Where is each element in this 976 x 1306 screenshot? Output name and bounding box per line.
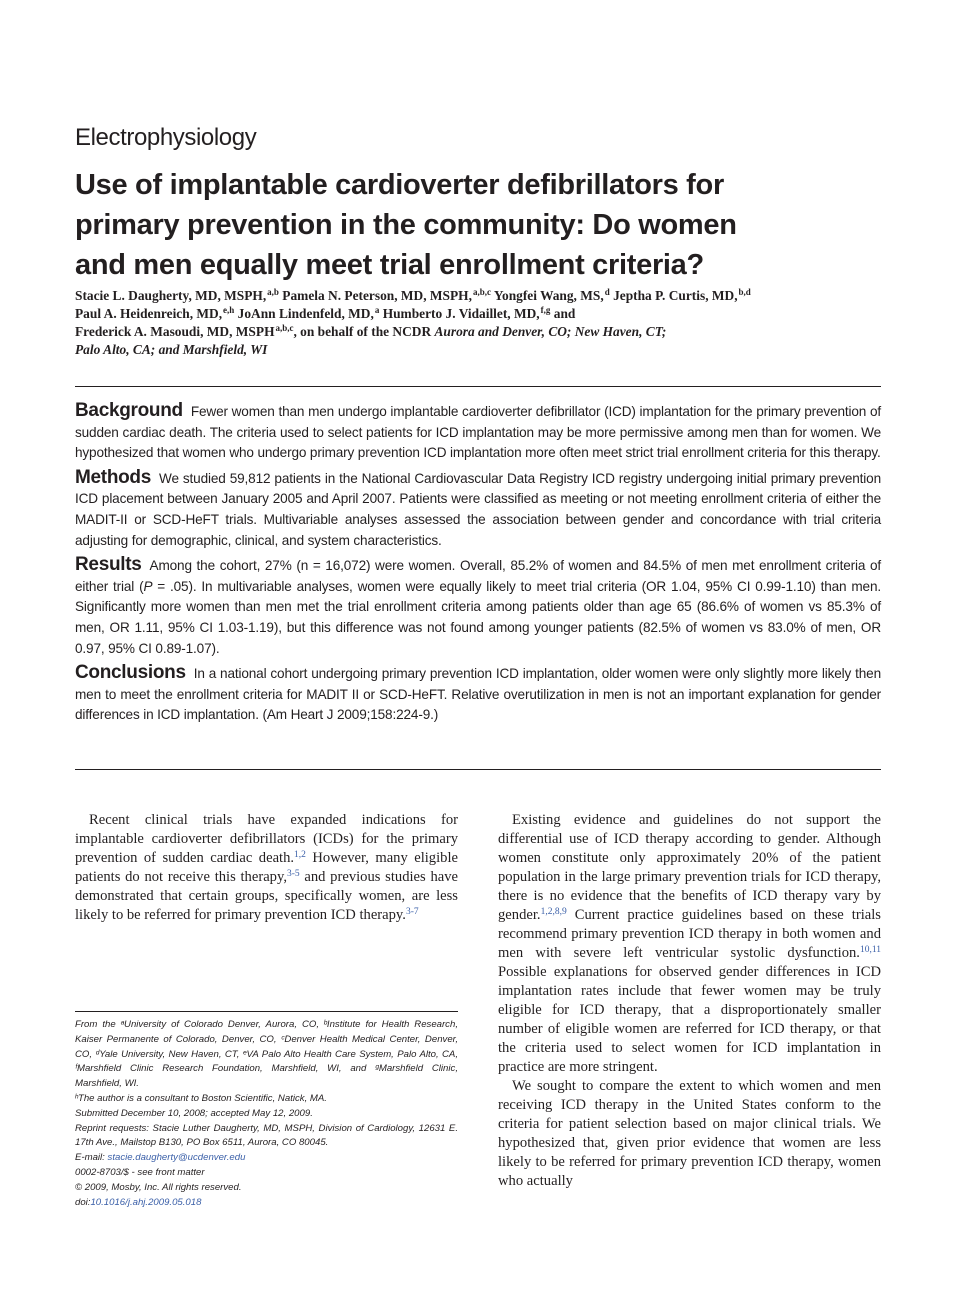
affiliation-sup: e,h [223,305,235,315]
author-name: Pamela N. Peterson, MD, MSPH, [282,288,472,303]
author-list [75,287,895,359]
section-label: Electrophysiology [75,124,257,151]
abstract-divider [75,769,881,770]
footnote-copyright: © 2009, Mosby, Inc. All rights reserved. [75,1181,242,1193]
abstract [75,401,881,730]
affiliation-sup: a [374,305,380,315]
author-name: Jeptha P. Curtis, MD, [613,288,738,303]
group-credit: , on behalf of the NCDR [293,324,432,339]
author-name: Frederick A. Masoudi, MD, MSPH [75,324,275,339]
abstract-text: We studied 59,812 patients in the National Cardiovascular Data Registry ICD registry undergoing initial primary prevention ICD placement between January 2005 and April 2007. Patients were classified as meeting or not meeting enrollment criteria of either the MADIT-II or SCD-HeFT trials. Multivariable analyses assessed the association between gender and concordance with trial criteria adjusting for demographic, clinical, and system characteristics. [75,470,881,548]
title-line: Use of implantable cardioverter defibrillators for [75,169,724,201]
abstract-heading: Methods [75,466,152,488]
author-name: JoAnn Lindenfeld, MD, [237,306,374,321]
top-divider [75,386,881,387]
footnote-issn: 0002-8703/$ - see front matter [75,1166,205,1178]
affiliation-sup: b,d [738,287,751,297]
abstract-heading: Conclusions [75,662,186,684]
abstract-text: = .05). In multivariable analyses, women were equally likely to meet trial criteria (OR 1.04, 95% CI 0.99-1.10) than men. Significantly more women than men met the trial enrollment criteria among patients older than age 65 (86.6% of women vs 85.3% of men, OR 1.11, 95% CI 1.03-1.19), but this difference was not found among younger patients (82.5% of women vs 83.0% of men, OR 0.97, 95% CI 0.89-1.07). [75,578,882,656]
footnote-email [75,1151,458,1166]
author-name: Yongfei Wang, MS, [493,288,604,303]
affiliation-sup: d [604,287,610,297]
affiliation-sup: a,b [267,287,279,297]
author-conjunction: and [553,306,576,321]
body-paragraph [498,811,881,1077]
citation-link[interactable]: 1,2 [294,850,306,860]
footnote-consultant: ʰThe author is a consultant to Boston Scientific, Natick, MA. [75,1092,327,1104]
body-text: Possible explanations for observed gender differences in ICD implantation rates include that fewer women may be truly eligible for ICD therapy, that a disproportionately smaller number of eligible women are referred for ICD therapy, or that the criteria used to select women for ICD implantation in practice are more stringent. [498,964,881,1075]
body-paragraph [75,811,458,925]
footnote-doi [75,1196,458,1211]
author-locations: Aurora and Denver, CO; New Haven, CT; [434,324,667,339]
abstract-methods [75,468,881,551]
abstract-text: Among the cohort, 27% (n = 16,072) were women. Overall, 85.2% of women and 84.5% of men met enrollment criteria of either trial ( [75,558,881,594]
email-link[interactable]: stacie.daugherty@ucdenver.edu [107,1152,246,1164]
citation-link[interactable]: 1,2,8,9 [540,907,567,917]
citation-link[interactable]: 10,11 [859,945,881,955]
title-line: and men equally meet trial enrollment criteria? [75,249,704,281]
body-text: However, many eligible patients do not receive this therapy, [75,850,458,885]
doi-link[interactable]: 10.1016/j.ahj.2009.05.018 [90,1196,202,1208]
footnotes [75,1018,458,1210]
abstract-results [75,555,881,659]
article-title [75,165,895,285]
citation-link[interactable]: 3-7 [405,907,419,917]
body-column-right [498,811,881,1191]
abstract-background [75,401,881,464]
affiliation-sup: a,b,c [472,287,491,297]
affiliation-sup: a,b,c [275,323,294,333]
abstract-text: In a national cohort undergoing primary prevention ICD implantation, older women were only slightly more likely then men to meet the enrollment criteria for MADIT II or SCD-HeFT. Relative overutilization in men is not an important explanation for gender differences in ICD implantation. (Am Heart J 2009;158:224-9.) [75,666,881,723]
doi-label: doi: [75,1196,91,1208]
body-column-left [75,811,458,925]
author-name: Stacie L. Daugherty, MD, MSPH, [75,288,267,303]
citation-link[interactable]: 3-5 [286,869,300,879]
body-text: and previous studies have demonstrated that certain groups, specifically women, are less likely to be referred for primary prevention ICD therapy. [75,869,458,923]
author-locations: Palo Alto, CA; and Marshfield, WI [75,342,268,357]
author-line [75,323,895,341]
body-text: Current practice guidelines based on these trials recommend primary prevention ICD therapy in both women and men with severe left ventricular systolic dysfunction. [498,907,881,961]
affiliation-sup: f,g [540,305,551,315]
abstract-heading: Results [75,554,142,576]
abstract-text-italic: P [143,578,153,594]
abstract-conclusions [75,663,881,726]
abstract-text: Fewer women than men undergo implantable cardioverter defibrillator (ICD) implantation for the primary prevention of sudden cardiac death. The criteria used to select patients for ICD implantation may be more permissive among men than for women. We hypothesized that women who undergo primary prevention ICD implantation more often meet strict trial enrollment criteria for this therapy. [75,404,881,461]
abstract-heading: Background [75,400,183,421]
author-line [75,305,895,323]
footnote-divider [75,1011,458,1012]
footnote-reprint: Reprint requests: Stacie Luther Daugherty, MD, MSPH, Division of Cardiology, 12631 E. 17th Ave., Mailstop B130, PO Box 6511, Aurora, CO 80045. [75,1122,458,1149]
author-line [75,287,895,305]
body-text: Existing evidence and guidelines do not support the differential use of ICD therapy according to gender. Although women constitute only approximately 20% of the patient population in the large primary prevention trials for ICD therapy, there is no evidence that the benefits of ICD therapy vary by gender. [498,812,881,923]
author-name: Humberto J. Vidaillet, MD, [382,306,540,321]
footnote-affiliations: From the ᵃUniversity of Colorado Denver, Aurora, CO, ᵇInstitute for Health Research, Kaiser Permanente of Colorado, Denver, CO, ᶜDenver Health Medical Center, Denver, CO, ᵈYale University, New Haven, CT, ᵉVA Palo Alto Health Care System, Palo Alto, CA, ᶠMarshfield Clinic Research Foundation, Marshfield, WI, and ᵍMarshfield Clinic, Marshfield, WI. [75,1019,458,1090]
body-text: Recent clinical trials have expanded indications for implantable cardioverter defibrillators (ICDs) for the primary prevention of sudden cardiac death. [75,812,458,866]
author-name: Paul A. Heidenreich, MD, [75,306,223,321]
title-line: primary prevention in the community: Do women [75,209,737,241]
email-label: E-mail: [75,1152,108,1164]
body-paragraph: We sought to compare the extent to which women and men receiving ICD therapy in the United States conform to the criteria for patient selection based on major clinical trials. We hypothesized that, given prior evidence that women are less likely to be referred for primary prevention ICD therapy, women who actually [498,1078,881,1189]
footnote-submitted: Submitted December 10, 2008; accepted May 12, 2009. [75,1107,313,1119]
